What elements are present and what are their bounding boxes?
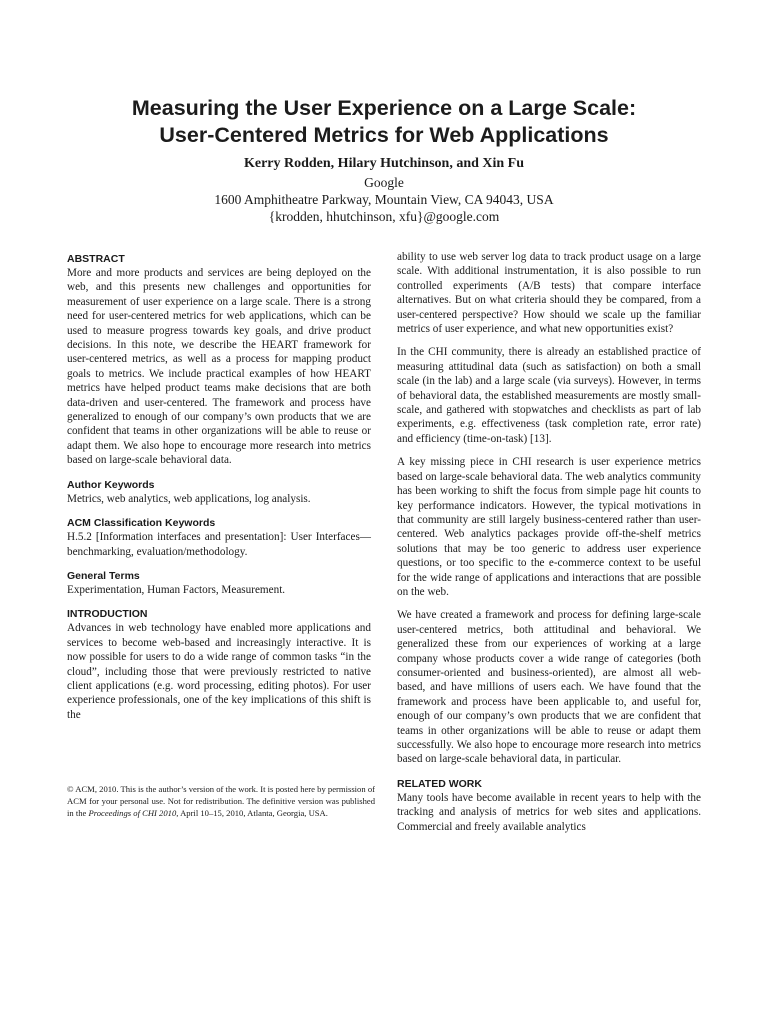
- address: 1600 Amphitheatre Parkway, Mountain View, CA 94043, USA: [214, 192, 554, 207]
- acm-heading: ACM Classification Keywords: [67, 517, 216, 530]
- related-work-heading: RELATED WORK: [397, 777, 482, 790]
- introduction-text: Advances in web technology have enabled more applications and services to become web-based and increasingly interactive. It is now possible for users to do a wide range of common tasks “in the cloud”, including those that were previously restricted to native client applications (e.g. word processing, editing photos). For user experience professionals, one of the key implications of this shift is the: [67, 622, 371, 721]
- terms-heading: General Terms: [67, 569, 140, 582]
- right-column: [397, 250, 701, 843]
- emails: {krodden, hhutchinson, xfu}@google.com: [268, 209, 500, 224]
- body-paragraph-1: ability to use web server log data to track product usage on a large scale. With additional instrumentation, it is also possible to run controlled experiments (A/B tests) that compare interface alternatives. But on what criteria should they be compared, from a user-centered perspective? How should we scale up the familiar metrics of user experience, and what new opportunities exist?: [397, 251, 701, 336]
- keywords-text: Metrics, web analytics, web applications, log analysis.: [67, 492, 311, 505]
- introduction-heading: INTRODUCTION: [67, 608, 148, 621]
- author-list: Kerry Rodden, Hilary Hutchinson, and Xin Fu: [243, 156, 525, 171]
- abstract-text: More and more products and services are being deployed on the web, and this presents new challenges and opportunities for measurement of user experience on a large scale. There is a strong need for user-centered metrics for web applications, which can be used to measure progress towards key goals, and drive product decisions. In this note, we describe the HEART framework for user-centered metrics, as well as a process for mapping product goals to metrics. We include practical examples of how HEART metrics have helped product teams make decisions that are both data-driven and user-centered. The framework and process have generalized to enough of our company’s own products that we are confident that teams in other organizations will be able to reuse or adapt them. We also hope to encourage more research into metrics based on large-scale behavioral data.: [67, 267, 371, 467]
- body-paragraph-3: A key missing piece in CHI research is user experience metrics based on large-scale behavioral data. The web analytics community has been working to shift the focus from simple page hit counts to key performance indicators. However, the typical motivations in that community are still largely business-centered rather than user-centered. Web analytics packages provide off-the-shelf metrics solutions that may be too generic to address user experience questions, or too specific to the e-commerce context to be useful for the wide range of applications and interactions that are possible on the web.: [397, 456, 701, 598]
- abstract-heading: ABSTRACT: [67, 253, 125, 265]
- title-line-2: User-Centered Metrics for Web Applications: [159, 123, 609, 147]
- footnote-proceedings: Proceedings of CHI 2010: [88, 808, 177, 819]
- copyright-footnote: [67, 783, 375, 820]
- body-paragraph-4: We have created a framework and process for defining large-scale user-centered metrics, both attitudinal and behavioral. We generalized these from our experiences of working at a large company whose products cover a wide range of categories (both consumer-oriented and business-oriented), are almost all web-based, and have millions of users each. We have found that the framework and process have been applicable to, and useful for, enough of our company’s own products that we are confident that teams in other organizations will be able to reuse or adapt them successfully. We also hope to encourage more research into metrics based on large-scale behavioral data, in particular.: [397, 609, 701, 766]
- keywords-heading: Author Keywords: [67, 478, 155, 491]
- affiliation: Google: [364, 175, 404, 190]
- acm-text: H.5.2 [Information interfaces and presentation]: User Interfaces—benchmarking, evaluation/methodology.: [67, 531, 371, 558]
- left-column: [67, 252, 371, 731]
- paper-title: [0, 95, 768, 149]
- terms-text: Experimentation, Human Factors, Measurement.: [67, 583, 286, 596]
- footnote-part-1: © ACM, 2010. This is the author’s version of the work. It is posted here by permission of ACM for your personal use. Not for redistribution. The definitive version was published in the: [67, 784, 375, 819]
- title-line-1: Measuring the User Experience on a Large Scale:: [131, 96, 637, 120]
- footnote-part-2: , April 10–15, 2010, Atlanta, Georgia, USA.: [176, 808, 328, 819]
- related-work-text: Many tools have become available in recent years to help with the tracking and analysis of metrics for web sites and applications. Commercial and freely available analytics: [397, 791, 701, 833]
- body-paragraph-2: In the CHI community, there is already an established practice of measuring attitudinal data (such as satisfaction) on both a small scale (in the lab) and a large scale (via surveys). However, in terms of behavioral data, the established measurements are mostly small-scale, and gathered with stopwatches and checklists as part of lab experiments, e.g. effectiveness (task completion rate, error rate) and efficiency (time-on-task) [13].: [397, 346, 701, 445]
